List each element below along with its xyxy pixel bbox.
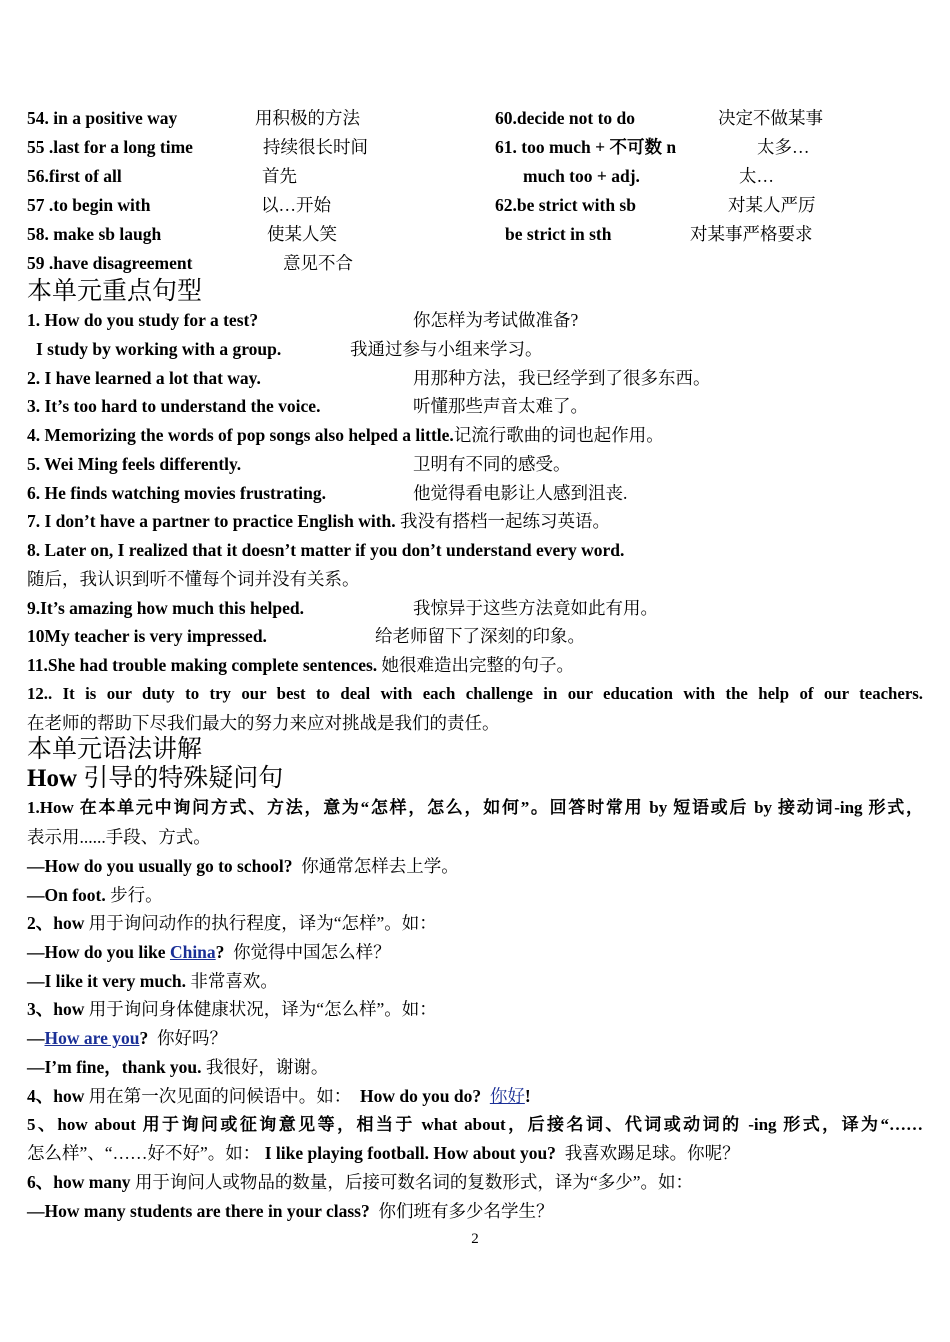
key-sentence-9: 9.It’s amazing how much this helped. (27, 598, 304, 618)
grammar-a2-zh: 非常喜欢。 (190, 971, 278, 991)
phrase-59: 59 .have disagreement (27, 253, 193, 273)
grammar-q2-post: ? (215, 942, 225, 962)
grammar-a1-zh: 步行。 (110, 885, 163, 905)
key-sentence-7-en: 7. I don’t have a partner to practice English with. (27, 511, 396, 531)
phrase-54-zh: 用积极的方法 (255, 108, 360, 128)
phrase-61b: much too + adj. (523, 166, 640, 186)
key-sentence-2: 2. I have learned a lot that way. (27, 368, 261, 388)
grammar-p4-zh: 用在第一次见面的问候语中。如： (88, 1086, 352, 1106)
grammar-q3-post: ? (139, 1028, 149, 1048)
grammar-p5-line2-zh1: 怎么样”、“……好不好”。如： (27, 1143, 261, 1163)
grammar-p1-line1: 1.How 在本单元中询问方式、方法，意为“怎样，怎么，如何”。回答时常用 by 短语或后 by 接动词-ing 形式， (27, 798, 923, 817)
grammar-q1-en: —How do you usually go to school? (27, 856, 293, 876)
grammar-q6-en: —How many students are there in your class? (27, 1201, 370, 1221)
key-sentence-1b: I study by working with a group. (36, 339, 282, 359)
phrase-62-zh: 对某人严厉 (728, 195, 816, 215)
grammar-p6-zh: 用于询问人或物品的数量，后接可数名词的复数形式，译为“多少”。如： (134, 1172, 693, 1192)
grammar-p5-line2 (27, 1142, 740, 1164)
key-sentence-1b-zh: 我通过参与小组来学习。 (350, 339, 543, 359)
key-sentence-4-zh: 记流行歌曲的词也起作用。 (453, 425, 664, 445)
grammar-p3-zh: 用于询问身体健康状况，译为“怎么样”。如： (88, 999, 437, 1019)
grammar-p2 (27, 912, 437, 934)
grammar-p6 (27, 1171, 693, 1193)
grammar-p4-pre: 4、how (27, 1086, 85, 1106)
key-sentence-9-zh: 我惊异于这些方法竟如此有用。 (413, 598, 658, 618)
grammar-a1 (27, 884, 163, 906)
key-sentence-3: 3. It’s too hard to understand the voice. (27, 396, 321, 416)
grammar-q2-zh: 你觉得中国怎么样？ (233, 942, 391, 962)
china-link[interactable]: China (169, 942, 216, 962)
grammar-a1-en: —On foot. (27, 885, 106, 905)
key-sentence-12: 12.. It is our duty to try our best to deal with each challenge in our education with the help of our teachers. (27, 684, 923, 703)
grammar-p1-line2: 表示用......手段、方式。 (27, 827, 211, 847)
grammar-p3-en: 3、how (27, 999, 85, 1019)
grammar-a3 (27, 1056, 328, 1078)
key-sentence-4-en: 4. Memorizing the words of pop songs also helped a little. (27, 425, 454, 445)
key-sentence-1: 1. How do you study for a test? (27, 310, 259, 330)
grammar-p5-line1: 5、how about 用于询问或征询意见等，相当于 what about，后接名词、代词或动词的 -ing 形式，译为“…… (27, 1115, 923, 1134)
key-sentence-4 (27, 424, 664, 446)
key-sentence-5-zh: 卫明有不同的感受。 (413, 454, 571, 474)
grammar-a2 (27, 970, 278, 992)
key-sentence-8-zh: 随后，我认识到听不懂每个词并没有关系。 (27, 569, 360, 589)
phrase-57: 57 .to begin with (27, 195, 151, 215)
grammar-p2-zh: 用于询问动作的执行程度，译为“怎样”。如： (88, 913, 437, 933)
section-heading-key-sentences: 本单元重点句型 (27, 278, 203, 305)
page-number: 2 (471, 1231, 479, 1247)
key-sentence-10: 10My teacher is very impressed. (27, 626, 267, 646)
grammar-p4-post: ! (524, 1086, 531, 1106)
key-sentence-10-zh: 给老师留下了深刻的印象。 (375, 626, 585, 646)
phrase-62: 62.be strict with sb (495, 195, 636, 215)
key-sentence-6: 6. He finds watching movies frustrating. (27, 483, 326, 503)
key-sentence-6-zh: 他觉得看电影让人感到沮丧. (413, 483, 628, 503)
grammar-q1-zh: 你通常怎样去上学。 (301, 856, 459, 876)
grammar-q3-dash: — (27, 1028, 45, 1048)
phrase-56: 56.first of all (27, 166, 122, 186)
grammar-subtitle-en: How (27, 765, 77, 792)
phrase-60-zh: 决定不做某事 (718, 108, 823, 128)
grammar-q6 (27, 1200, 553, 1222)
grammar-p2-en: 2、how (27, 913, 85, 933)
key-sentence-11-en: 11.She had trouble making complete sentences. (27, 655, 378, 675)
section-heading-grammar: 本单元语法讲解 (27, 736, 203, 763)
grammar-a2-en: —I like it very much. (27, 971, 186, 991)
key-sentence-11-zh: 她很难造出完整的句子。 (381, 655, 575, 675)
phrase-57-zh: 以…开始 (261, 195, 331, 215)
grammar-p4-en: How do you do? (360, 1086, 482, 1106)
grammar-a3-zh: 我很好，谢谢。 (205, 1057, 329, 1077)
phrase-58-zh: 使某人笑 (267, 224, 337, 244)
key-sentence-8: 8. Later on, I realized that it doesn’t matter if you don’t understand every word. (27, 540, 625, 560)
grammar-q2 (27, 941, 391, 963)
grammar-p4 (27, 1085, 531, 1107)
key-sentence-7 (27, 510, 610, 532)
phrase-55: 55 .last for a long time (27, 137, 193, 157)
phrase-55-zh: 持续很长时间 (263, 137, 368, 157)
key-sentence-1-zh: 你怎样为考试做准备? (413, 310, 579, 330)
key-sentence-2-zh: 用那种方法，我已经学到了很多东西。 (413, 368, 711, 388)
grammar-p3 (27, 998, 437, 1020)
grammar-subtitle-zh: 引导的特殊疑问句 (83, 765, 284, 792)
phrase-56-zh: 首先 (262, 166, 297, 186)
grammar-p5-line2-zh2: 我喜欢踢足球。你呢？ (564, 1143, 740, 1163)
grammar-subtitle (27, 764, 283, 794)
phrase-58: 58. make sb laugh (27, 224, 162, 244)
grammar-a3-en: —I’m fine，thank you. (27, 1057, 202, 1077)
nihao-link[interactable]: 你好 (489, 1086, 525, 1106)
grammar-p6-en: 6、how many (27, 1172, 131, 1192)
phrase-59-zh: 意见不合 (283, 253, 353, 273)
grammar-q1 (27, 855, 459, 877)
grammar-q2-pre: —How do you like (27, 942, 170, 962)
phrase-54: 54. in a positive way (27, 108, 178, 128)
grammar-q3 (27, 1027, 227, 1049)
key-sentence-7-zh: 我没有搭档一起练习英语。 (400, 511, 611, 531)
key-sentence-3-zh: 听懂那些声音太难了。 (413, 396, 588, 416)
phrase-61-zh: 太多… (757, 137, 810, 157)
phrase-61: 61. too much + 不可数 n (495, 137, 677, 157)
grammar-q3-zh: 你好吗？ (156, 1028, 227, 1048)
phrase-61b-zh: 太… (739, 166, 774, 186)
key-sentence-12-zh: 在老师的帮助下尽我们最大的努力来应对挑战是我们的责任。 (27, 713, 500, 733)
how-are-you-link[interactable]: How are you (44, 1028, 140, 1048)
grammar-q6-zh: 你们班有多少名学生？ (378, 1201, 554, 1221)
phrase-62b-zh: 对某事严格要求 (690, 224, 813, 244)
phrase-60: 60.decide not to do (495, 108, 635, 128)
grammar-p5-line2-en: I like playing football. How about you? (264, 1143, 556, 1163)
key-sentence-11 (27, 654, 574, 676)
key-sentence-5: 5. Wei Ming feels differently. (27, 454, 242, 474)
phrase-62b: be strict in sth (505, 224, 612, 244)
